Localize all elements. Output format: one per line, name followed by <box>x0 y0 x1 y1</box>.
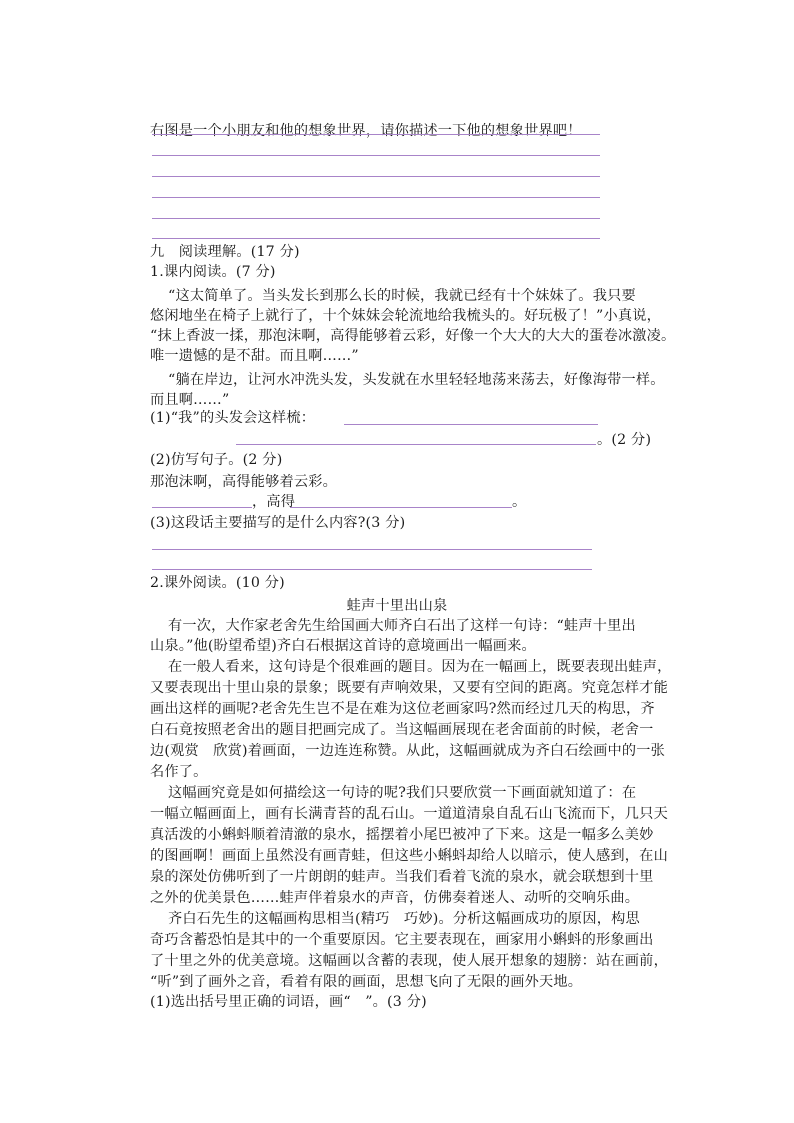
part2-heading: 2.课外阅读。(10 分) <box>150 575 285 591</box>
passage-line: 齐白石先生的这幅画构思相当(精巧 巧妙)。分析这幅画成功的原因，构思 <box>168 911 640 927</box>
answer-line[interactable] <box>236 444 596 445</box>
answer-line[interactable] <box>344 424 598 425</box>
question-1-points: 。(2 分) <box>597 432 652 448</box>
blank-end: 。 <box>512 494 527 510</box>
passage-line: 山泉。”他(盼望希望)齐白石根据这首诗的意境画出一幅画来。 <box>150 638 536 654</box>
passage-line: 而且啊……” <box>150 392 230 408</box>
passage-line: 画出这样的画呢?老舍先生岂不是在难为这位老画家吗?然而经过几天的构思，齐 <box>150 701 655 717</box>
question-2: (2)仿写句子。(2 分) <box>150 452 283 468</box>
answer-line[interactable] <box>152 176 600 177</box>
passage-line: 了十里之外的优美意境。这幅画以含蓄的表现，使人展开想象的翅膀：站在画前， <box>150 953 668 969</box>
passage-line: “听”到了画外之音，看着有限的画面，思想飞向了无限的画外天地。 <box>150 974 583 990</box>
passage-line: 泉的深处仿佛听到了一片朗朗的蛙声。当我们看着飞流的泉水，就会联想到十里 <box>150 869 654 885</box>
passage-line: “这太简单了。当头发长到那么长的时候，我就已经有十个妹妹了。我只要 <box>168 288 636 304</box>
passage-line: 唯一遗憾的是不甜。而且啊……” <box>150 348 359 364</box>
passage-line: 一幅立幅画面上，画有长满青苔的乱石山。一道道清泉自乱石山飞流而下，几只天 <box>150 806 668 822</box>
blank-connector: ，高得 <box>252 494 296 510</box>
passage-line: 又要表现出十里山泉的景象；既要有声响效果，又要有空间的距离。究竟怎样才能 <box>150 680 668 696</box>
passage-line: 这幅画究竟是如何描绘这一句诗的呢?我们只要欣赏一下画面就知道了：在 <box>168 785 637 801</box>
answer-line[interactable] <box>152 197 600 198</box>
answer-line[interactable] <box>152 218 600 219</box>
part1-heading: 1.课内阅读。(7 分) <box>150 264 276 280</box>
passage-line: 真活泼的小蝌蚪顺着清澈的泉水，摇摆着小尾巴被冲了下来。这是一幅多么美妙 <box>150 827 654 843</box>
article-title: 蛙声十里出山泉 <box>346 598 448 614</box>
passage-line: 的图画啊！画面上虽然没有画青蛙，但这些小蝌蚪却给人以暗示，使人感到，在山 <box>150 848 668 864</box>
answer-blank[interactable] <box>290 507 512 508</box>
part2-question-1: (1)选出括号里正确的词语，画“ ”。(3 分) <box>150 994 427 1010</box>
answer-blank[interactable] <box>152 507 252 508</box>
passage-line: “抹上香波一揉，那泡沫啊，高得能够着云彩，好像一个大大的大大的蛋卷冰激凌。 <box>150 328 676 344</box>
answer-line[interactable] <box>152 155 600 156</box>
section-heading: 九 阅读理解。(17 分) <box>150 244 300 260</box>
passage-line: 之外的优美景色……蛙声伴着泉水的声音，仿佛奏着迷人、动听的交响乐曲。 <box>150 890 640 906</box>
question-1: (1)“我”的头发会这样梳： <box>150 410 316 426</box>
answer-line[interactable] <box>152 238 600 239</box>
passage-line: 边(观赏 欣赏)着画面，一边连连称赞。从此，这幅画就成为齐白石绘画中的一张 <box>150 743 666 759</box>
answer-line[interactable] <box>152 549 592 550</box>
picture-task-prompt: 右图是一个小朋友和他的想象世界，请你描述一下他的想象世界吧！ <box>150 123 582 139</box>
passage-line: 在一般人看来，这句诗是个很难画的题目。因为在一幅画上，既要表现出蛙声， <box>168 659 672 675</box>
answer-line[interactable] <box>152 569 592 570</box>
answer-line[interactable] <box>152 134 600 135</box>
passage-line: 名作了。 <box>150 764 208 780</box>
passage-line: 白石竟按照老舍出的题目把画完成了。当这幅画展现在老舍面前的时候，老舍一 <box>150 722 654 738</box>
example-sentence: 那泡沫啊，高得能够着云彩。 <box>150 474 338 490</box>
passage-line: “躺在岸边，让河水冲洗头发，头发就在水里轻轻地荡来荡去，好像海带一样。 <box>168 372 665 388</box>
passage-line: 悠闲地坐在椅子上就行了，十个妹妹会轮流地给我梳头的。好玩极了！”小真说， <box>150 308 662 324</box>
passage-line: 有一次，大作家老舍先生给国画大师齐白石出了这样一句诗：“蛙声十里出 <box>168 618 636 634</box>
question-3: (3)这段话主要描写的是什么内容?(3 分) <box>150 515 406 531</box>
passage-line: 奇巧含蓄恐怕是其中的一个重要原因。它主要表现在，画家用小蝌蚪的形象画出 <box>150 932 654 948</box>
